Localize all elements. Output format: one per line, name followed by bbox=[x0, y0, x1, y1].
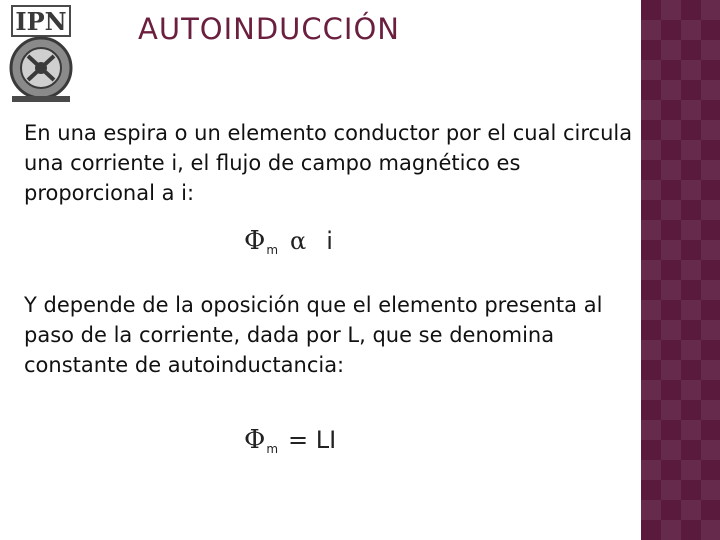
phi-subscript: m bbox=[266, 442, 279, 456]
phi-subscript: m bbox=[266, 243, 279, 257]
formula-flux-proportional bbox=[244, 226, 333, 257]
decorative-sidebar bbox=[641, 0, 720, 540]
slide-title: AUTOINDUCCIÓN bbox=[138, 12, 400, 46]
formula-flux-equals-li bbox=[244, 425, 336, 456]
phi-symbol: Φ bbox=[244, 226, 266, 256]
current-variable: i bbox=[326, 227, 333, 255]
proportional-symbol: α bbox=[290, 227, 307, 255]
svg-text:IPN: IPN bbox=[15, 7, 67, 36]
paragraph-flux-proportional: En una espira o un elemento conductor por el cual circula una corriente i, el flujo de campo magnético es proporcional a i: bbox=[24, 121, 633, 205]
equation-rhs: = LI bbox=[288, 426, 337, 454]
ipn-logo-icon bbox=[6, 4, 76, 104]
paragraph-autoinductance: Y depende de la oposición que el elemento presenta al paso de la corriente, dada por L, que se denomina constante de autoinductancia: bbox=[24, 293, 603, 377]
phi-symbol: Φ bbox=[244, 425, 266, 455]
